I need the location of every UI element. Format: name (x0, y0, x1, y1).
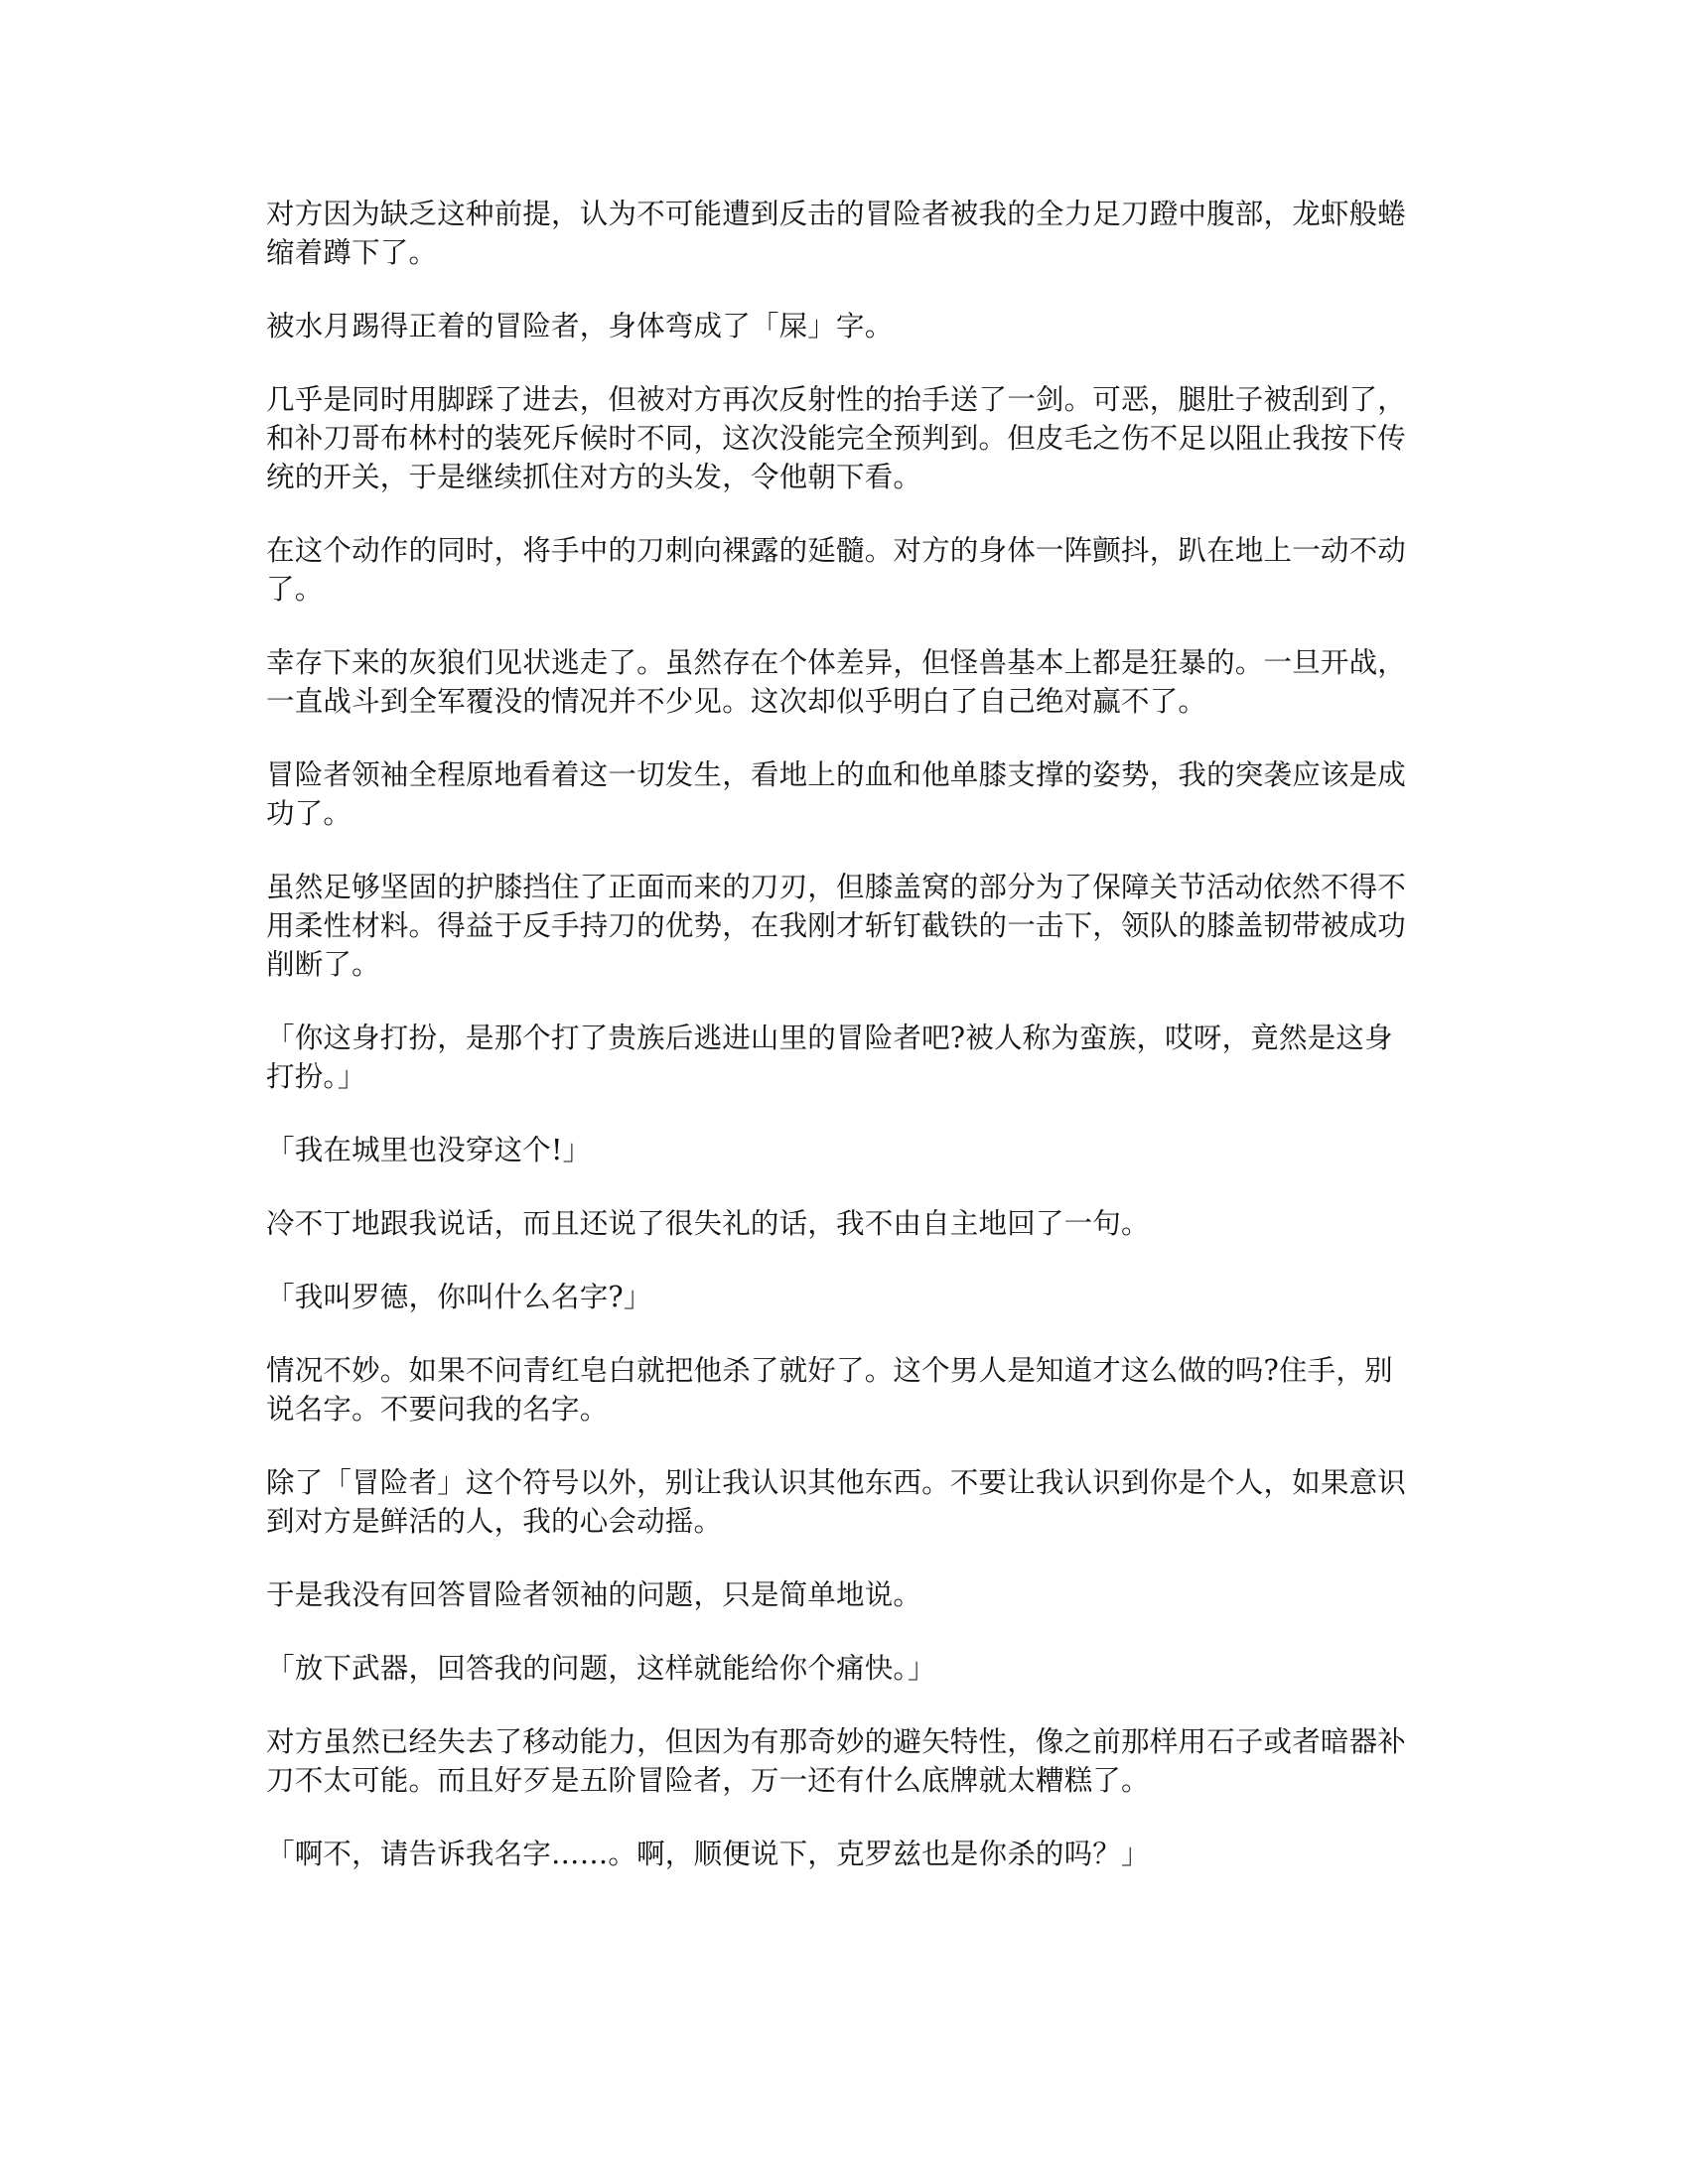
paragraph (266, 1463, 1422, 1541)
paragraph (266, 1722, 1422, 1800)
text-line: 冷不丁地跟我说话，而且还说了很失礼的话，我不由自主地回了一句。 (266, 1207, 1150, 1240)
text-line: 和补刀哥布林村的装死斥候时不同，这次没能完全预判到。但皮毛之伤不足以阻止我按下传 (266, 422, 1407, 455)
paragraph (266, 1835, 1422, 1873)
text-line: 打扮。」 (266, 1060, 366, 1093)
paragraph (266, 1649, 1422, 1688)
document-body (266, 195, 1422, 1908)
text-line: 「你这身打扮，是那个打了贵族后逃进山里的冒险者吧?被人称为蛮族，哎呀，竟然是这身 (266, 1022, 1393, 1054)
paragraph (266, 1575, 1422, 1614)
text-line: 说名字。不要问我的名字。 (266, 1393, 609, 1426)
paragraph (266, 531, 1422, 609)
paragraph (266, 1278, 1422, 1316)
text-line: 虽然足够坚固的护膝挡住了正面而来的刀刃，但膝盖窝的部分为了保障关节活动依然不得不 (266, 871, 1407, 903)
text-line: 「啊不，请告诉我名字……。啊，顺便说下，克罗兹也是你杀的吗？」 (266, 1838, 1150, 1870)
text-line: 「放下武器，回答我的问题，这样就能给你个痛快。」 (266, 1652, 936, 1685)
text-line: 到对方是鲜活的人，我的心会动摇。 (266, 1505, 723, 1538)
text-line: 几乎是同时用脚踩了进去，但被对方再次反射性的抬手送了一剑。可恶，腿肚子被刮到了， (266, 383, 1407, 416)
paragraph (266, 1131, 1422, 1169)
paragraph (266, 380, 1422, 496)
text-line: 功了。 (266, 797, 352, 830)
paragraph (266, 195, 1422, 272)
paragraph (266, 1204, 1422, 1243)
paragraph (266, 307, 1422, 345)
text-line: 「我叫罗德，你叫什么名字?」 (266, 1281, 652, 1313)
paragraph (266, 1019, 1422, 1096)
text-line: 被水月踢得正着的冒险者，身体弯成了「屎」字。 (266, 310, 894, 342)
paragraph (266, 755, 1422, 833)
text-line: 削断了。 (266, 948, 380, 981)
text-line: 「我在城里也没穿这个!」 (266, 1134, 592, 1166)
text-line: 刀不太可能。而且好歹是五阶冒险者，万一还有什么底牌就太糟糕了。 (266, 1764, 1150, 1797)
paragraph (266, 643, 1422, 721)
text-line: 幸存下来的灰狼们见状逃走了。虽然存在个体差异，但怪兽基本上都是狂暴的。一旦开战， (266, 646, 1407, 679)
paragraph (266, 1351, 1422, 1429)
text-line: 一直战斗到全军覆没的情况并不少见。这次却似乎明白了自己绝对赢不了。 (266, 685, 1207, 718)
text-line: 统的开关，于是继续抓住对方的头发，令他朝下看。 (266, 461, 922, 493)
text-line: 除了「冒险者」这个符号以外，别让我认识其他东西。不要让我认识到你是个人，如果意识 (266, 1466, 1407, 1499)
text-line: 用柔性材料。得益于反手持刀的优势，在我刚才斩钉截铁的一击下，领队的膝盖韧带被成功 (266, 909, 1407, 942)
text-line: 对方因为缺乏这种前提，认为不可能遭到反击的冒险者被我的全力足刀蹬中腹部，龙虾般蜷 (266, 198, 1407, 230)
paragraph (266, 868, 1422, 984)
text-line: 于是我没有回答冒险者领袖的问题，只是简单地说。 (266, 1578, 922, 1611)
text-line: 了。 (266, 573, 324, 606)
text-line: 冒险者领袖全程原地看着这一切发生，看地上的血和他单膝支撑的姿势，我的突袭应该是成 (266, 758, 1407, 791)
text-line: 对方虽然已经失去了移动能力，但因为有那奇妙的避矢特性，像之前那样用石子或者暗器补 (266, 1725, 1407, 1758)
text-line: 在这个动作的同时，将手中的刀刺向裸露的延髓。对方的身体一阵颤抖，趴在地上一动不动 (266, 534, 1407, 567)
text-line: 缩着蹲下了。 (266, 236, 438, 269)
text-line: 情况不妙。如果不问青红皂白就把他杀了就好了。这个男人是知道才这么做的吗?住手，别 (266, 1354, 1393, 1387)
